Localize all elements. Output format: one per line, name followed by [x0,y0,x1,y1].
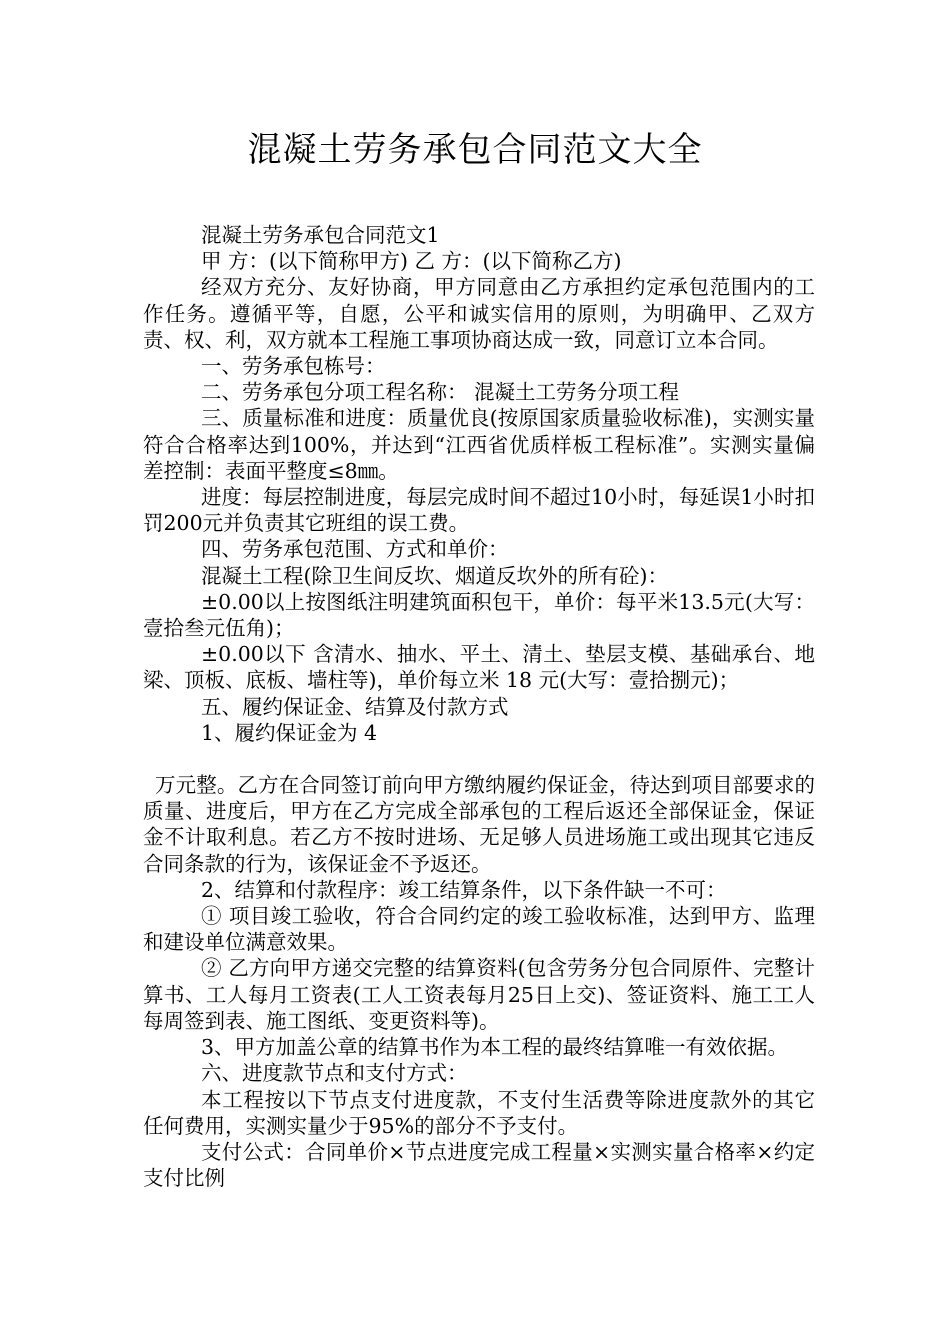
parties-line: 甲 方：(以下简称甲方) 乙 方：(以下简称乙方) [201,249,622,274]
paragraph: 2、结算和付款程序：竣工结算条件，以下条件缺一不可： [201,877,727,902]
document-title: 混凝土劳务承包合同范文大全 [247,130,703,170]
paragraph: ±0.00以上按图纸注明建筑面积包干，单价：每平米13.5元(大写：壹拾叁元伍角)； [143,589,815,641]
section-heading: 混凝土劳务承包合同范文1 [201,223,440,247]
paragraph: 混凝土工程(除卫生间反坎、烟道反坎外的所有砼)： [201,563,668,588]
clause-heading: 二、劳务承包分项工程名称： 混凝土工劳务分项工程 [201,380,680,405]
paragraph: 万元整。乙方在合同签订前向甲方缴纳履约保证金，待达到项目部要求的质量、进度后，甲方在乙方完成全部承包的工程后返还全部保证金，保证金不计取利息。若乙方不按时进场、无足够人员进场施工或出现其它违反合同条款的行为，该保证金不予返还。 [143,773,815,876]
paragraph: 进度：每层控制进度，每层完成时间不超过10小时，每延误1小时扣罚200元并负责其它班组的误工费。 [143,485,815,536]
clause-heading: 五、履约保证金、结算及付款方式 [201,694,509,719]
clause-heading: 六、进度款节点和支付方式： [201,1061,468,1086]
paragraph: 支付公式：合同单价×节点进度完成工程量×实测实量合格率×约定支付比例 [143,1139,815,1191]
spacer [143,746,815,772]
paragraph: ±0.00以下 含清水、抽水、平土、清土、垫层支模、基础承台、地梁、顶板、底板、墙柱等)，单价每立米 18 元(大写：壹拾捌元)； [143,642,815,693]
clause-heading: 一、劳务承包栋号： [201,354,386,379]
paragraph: 本工程按以下节点支付进度款，不支付生活费等除进度款外的其它任何费用，实测实量少于95%的部分不予支付。 [143,1087,815,1138]
paragraph: 1、履约保证金为 4 [201,720,378,745]
paragraph: 三、质量标准和进度：质量优良(按原国家质量验收标准)，实测实量符合合格率达到100%，并达到“江西省优质样板工程标准”。实测实量偏差控制：表面平整度≤8㎜。 [143,406,815,483]
paragraph: 经双方充分、友好协商，甲方同意由乙方承担约定承包范围内的工作任务。遵循平等，自愿，公平和诚实信用的原则，为明确甲、乙双方责、权、利，双方就本工程施工事项协商达成一致，同意订立本合同。 [143,275,815,352]
list-item: ② 乙方向甲方递交完整的结算资料(包含劳务分包合同原件、完整计算书、工人每月工资表(工人工资表每月25日上交)、签证资料、施工工人每周签到表、施工图纸、变更资料等)。 [143,956,815,1033]
document-body [143,222,815,1191]
list-item: ① 项目竣工验收，符合合同约定的竣工验收标准，达到甲方、监理和建设单位满意效果。 [143,904,815,955]
clause-heading: 四、劳务承包范围、方式和单价： [201,537,509,562]
paragraph: 3、甲方加盖公章的结算书作为本工程的最终结算唯一有效依据。 [201,1035,789,1060]
